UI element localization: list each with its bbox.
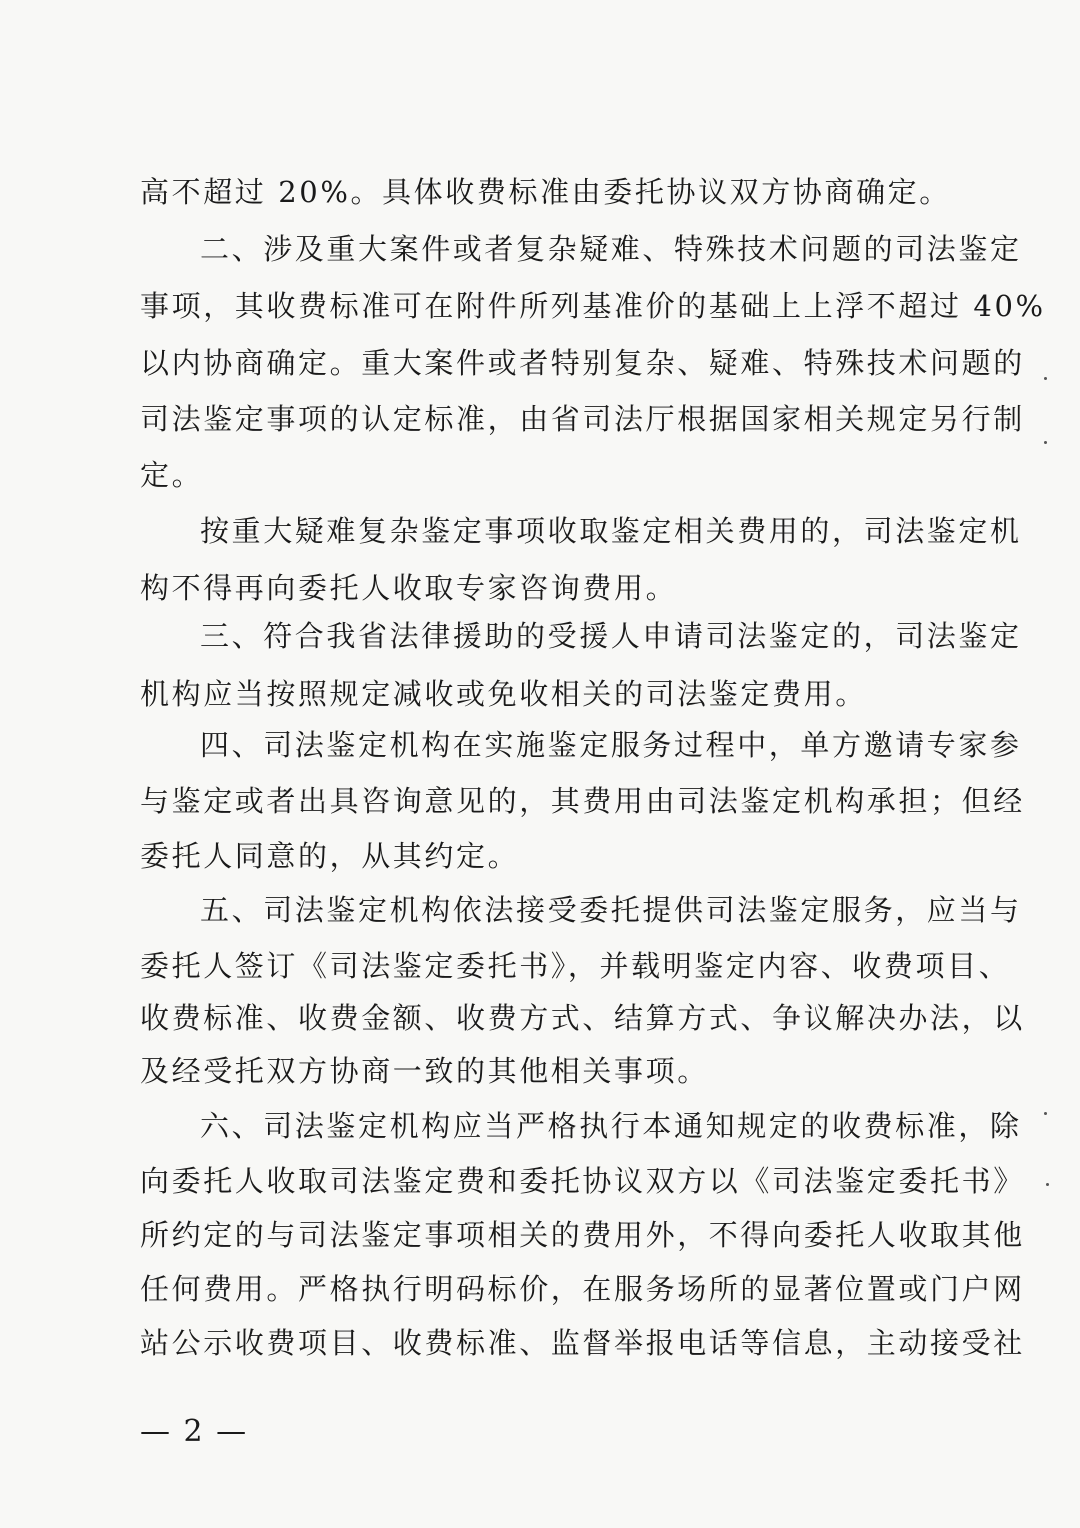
text-line: 与鉴定或者出具咨询意见的，其费用由司法鉴定机构承担；但经 [140,784,1025,818]
text-line: 按重大疑难复杂鉴定事项收取鉴定相关费用的，司法鉴定机 [200,514,1022,548]
text-line: 六、司法鉴定机构应当严格执行本通知规定的收费标准，除 [200,1109,1022,1143]
text-line: 机构应当按照规定减收或免收相关的司法鉴定费用。 [140,677,867,711]
text-line: 任何费用。严格执行明码标价，在服务场所的显著位置或门户网 [140,1272,1025,1306]
text-line: 委托人同意的，从其约定。 [140,839,520,873]
text-line: 司法鉴定事项的认定标准，由省司法厅根据国家相关规定另行制 [140,402,1025,436]
text-line: 收费标准、收费金额、收费方式、结算方式、争议解决办法，以 [140,1001,1025,1035]
text-line: 构不得再向委托人收取专家咨询费用。 [140,571,678,605]
text-line: 二、涉及重大案件或者复杂疑难、特殊技术问题的司法鉴定 [200,232,1022,266]
text-line: 定。 [140,458,204,492]
page-number: — 2 — [140,1414,249,1449]
text-line: 事项，其收费标准可在附件所列基准价的基础上上浮不超过 40% [140,289,1046,323]
scan-speck [1046,1183,1049,1186]
scan-speck [1044,441,1047,444]
text-line: 向委托人收取司法鉴定费和委托协议双方以《司法鉴定委托书》 [140,1164,1025,1198]
text-line: 三、符合我省法律援助的受援人申请司法鉴定的，司法鉴定 [200,619,1022,653]
text-line: 以内协商确定。重大案件或者特别复杂、疑难、特殊技术问题的 [140,346,1025,380]
text-line: 高不超过 20%。具体收费标准由委托协议双方协商确定。 [140,175,951,209]
text-line: 站公示收费项目、收费标准、监督举报电话等信息，主动接受社 [140,1326,1025,1360]
scan-speck [1044,377,1047,380]
text-line: 委托人签订《司法鉴定委托书》，并载明鉴定内容、收费项目、 [140,949,1011,983]
text-line: 所约定的与司法鉴定事项相关的费用外，不得向委托人收取其他 [140,1218,1025,1252]
text-line: 四、司法鉴定机构在实施鉴定服务过程中，单方邀请专家参 [200,728,1022,762]
text-line: 及经受托双方协商一致的其他相关事项。 [140,1054,709,1088]
scan-speck [1044,1112,1047,1115]
text-line: 五、司法鉴定机构依法接受委托提供司法鉴定服务，应当与 [200,893,1022,927]
